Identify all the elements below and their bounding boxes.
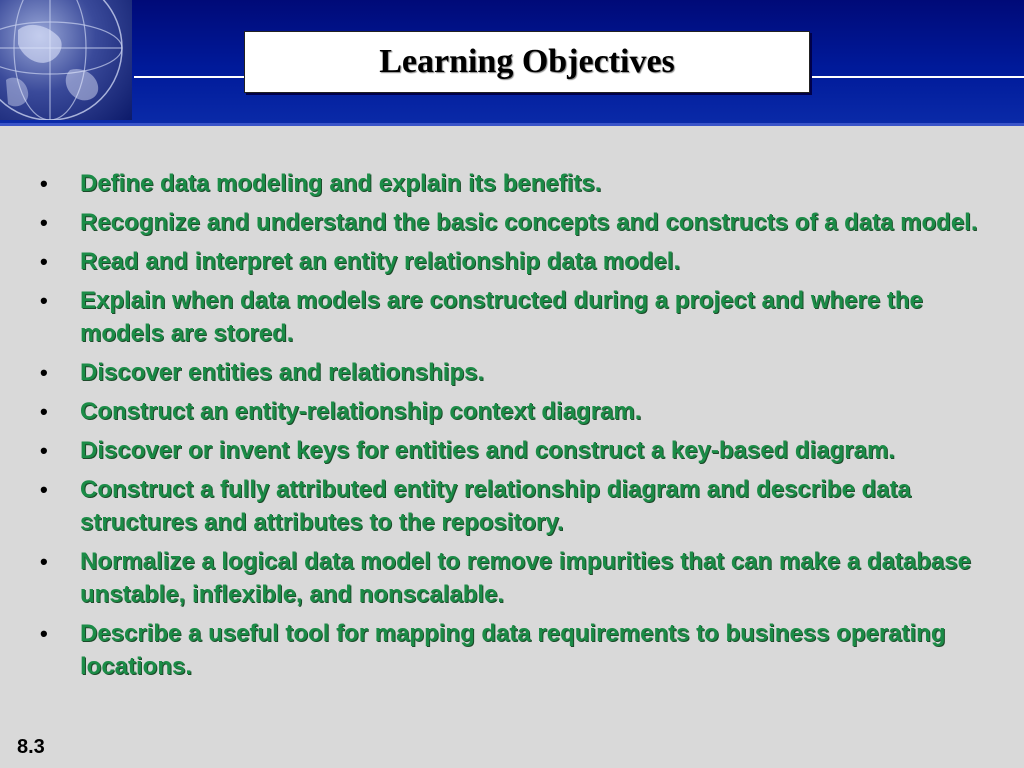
- title-box: [244, 31, 810, 93]
- bullet-icon: •: [40, 360, 48, 385]
- list-item: [40, 284, 990, 350]
- list-item: [40, 473, 990, 539]
- objective-text: Define data modeling and explain its benefits.: [80, 170, 602, 197]
- globe-icon: [0, 0, 132, 120]
- header-rule-right: [810, 76, 1024, 78]
- bullet-icon: •: [40, 171, 48, 196]
- objective-text: Discover entities and relationships.: [80, 359, 485, 386]
- list-item: [40, 356, 990, 389]
- slide-title: Learning Objectives: [379, 43, 675, 80]
- bullet-icon: •: [40, 288, 48, 313]
- bullet-icon: •: [40, 399, 48, 424]
- header-rule-left: [134, 76, 244, 78]
- objective-text: Construct an entity-relationship context diagram.: [80, 398, 642, 425]
- bullet-icon: •: [40, 477, 48, 502]
- header-bottom-rule: [0, 123, 1024, 126]
- bullet-icon: •: [40, 438, 48, 463]
- list-item: [40, 617, 990, 683]
- list-item: [40, 395, 990, 428]
- list-item: [40, 167, 990, 200]
- objective-text: Describe a useful tool for mapping data requirements to business operating locations.: [80, 620, 946, 680]
- objective-text: Read and interpret an entity relationship data model.: [80, 248, 681, 275]
- objective-text: Construct a fully attributed entity relationship diagram and describe data structures and attributes to the repository.: [80, 476, 911, 536]
- bullet-icon: •: [40, 621, 48, 646]
- bullet-icon: •: [40, 210, 48, 235]
- objective-text: Normalize a logical data model to remove impurities that can make a database unstable, inflexible, and nonscalable.: [80, 548, 971, 608]
- objective-text: Explain when data models are constructed during a project and where the models are stored.: [80, 287, 923, 347]
- list-item: [40, 206, 990, 239]
- slide-header: [0, 0, 1024, 124]
- list-item: [40, 245, 990, 278]
- objective-text: Discover or invent keys for entities and construct a key-based diagram.: [80, 437, 895, 464]
- list-item: [40, 545, 990, 611]
- objectives-list: [40, 167, 990, 689]
- list-item: [40, 434, 990, 467]
- bullet-icon: •: [40, 549, 48, 574]
- globe-graphic: [0, 0, 132, 120]
- bullet-icon: •: [40, 249, 48, 274]
- objective-text: Recognize and understand the basic concepts and constructs of a data model.: [80, 209, 978, 236]
- slide-number: 8.3: [17, 736, 45, 758]
